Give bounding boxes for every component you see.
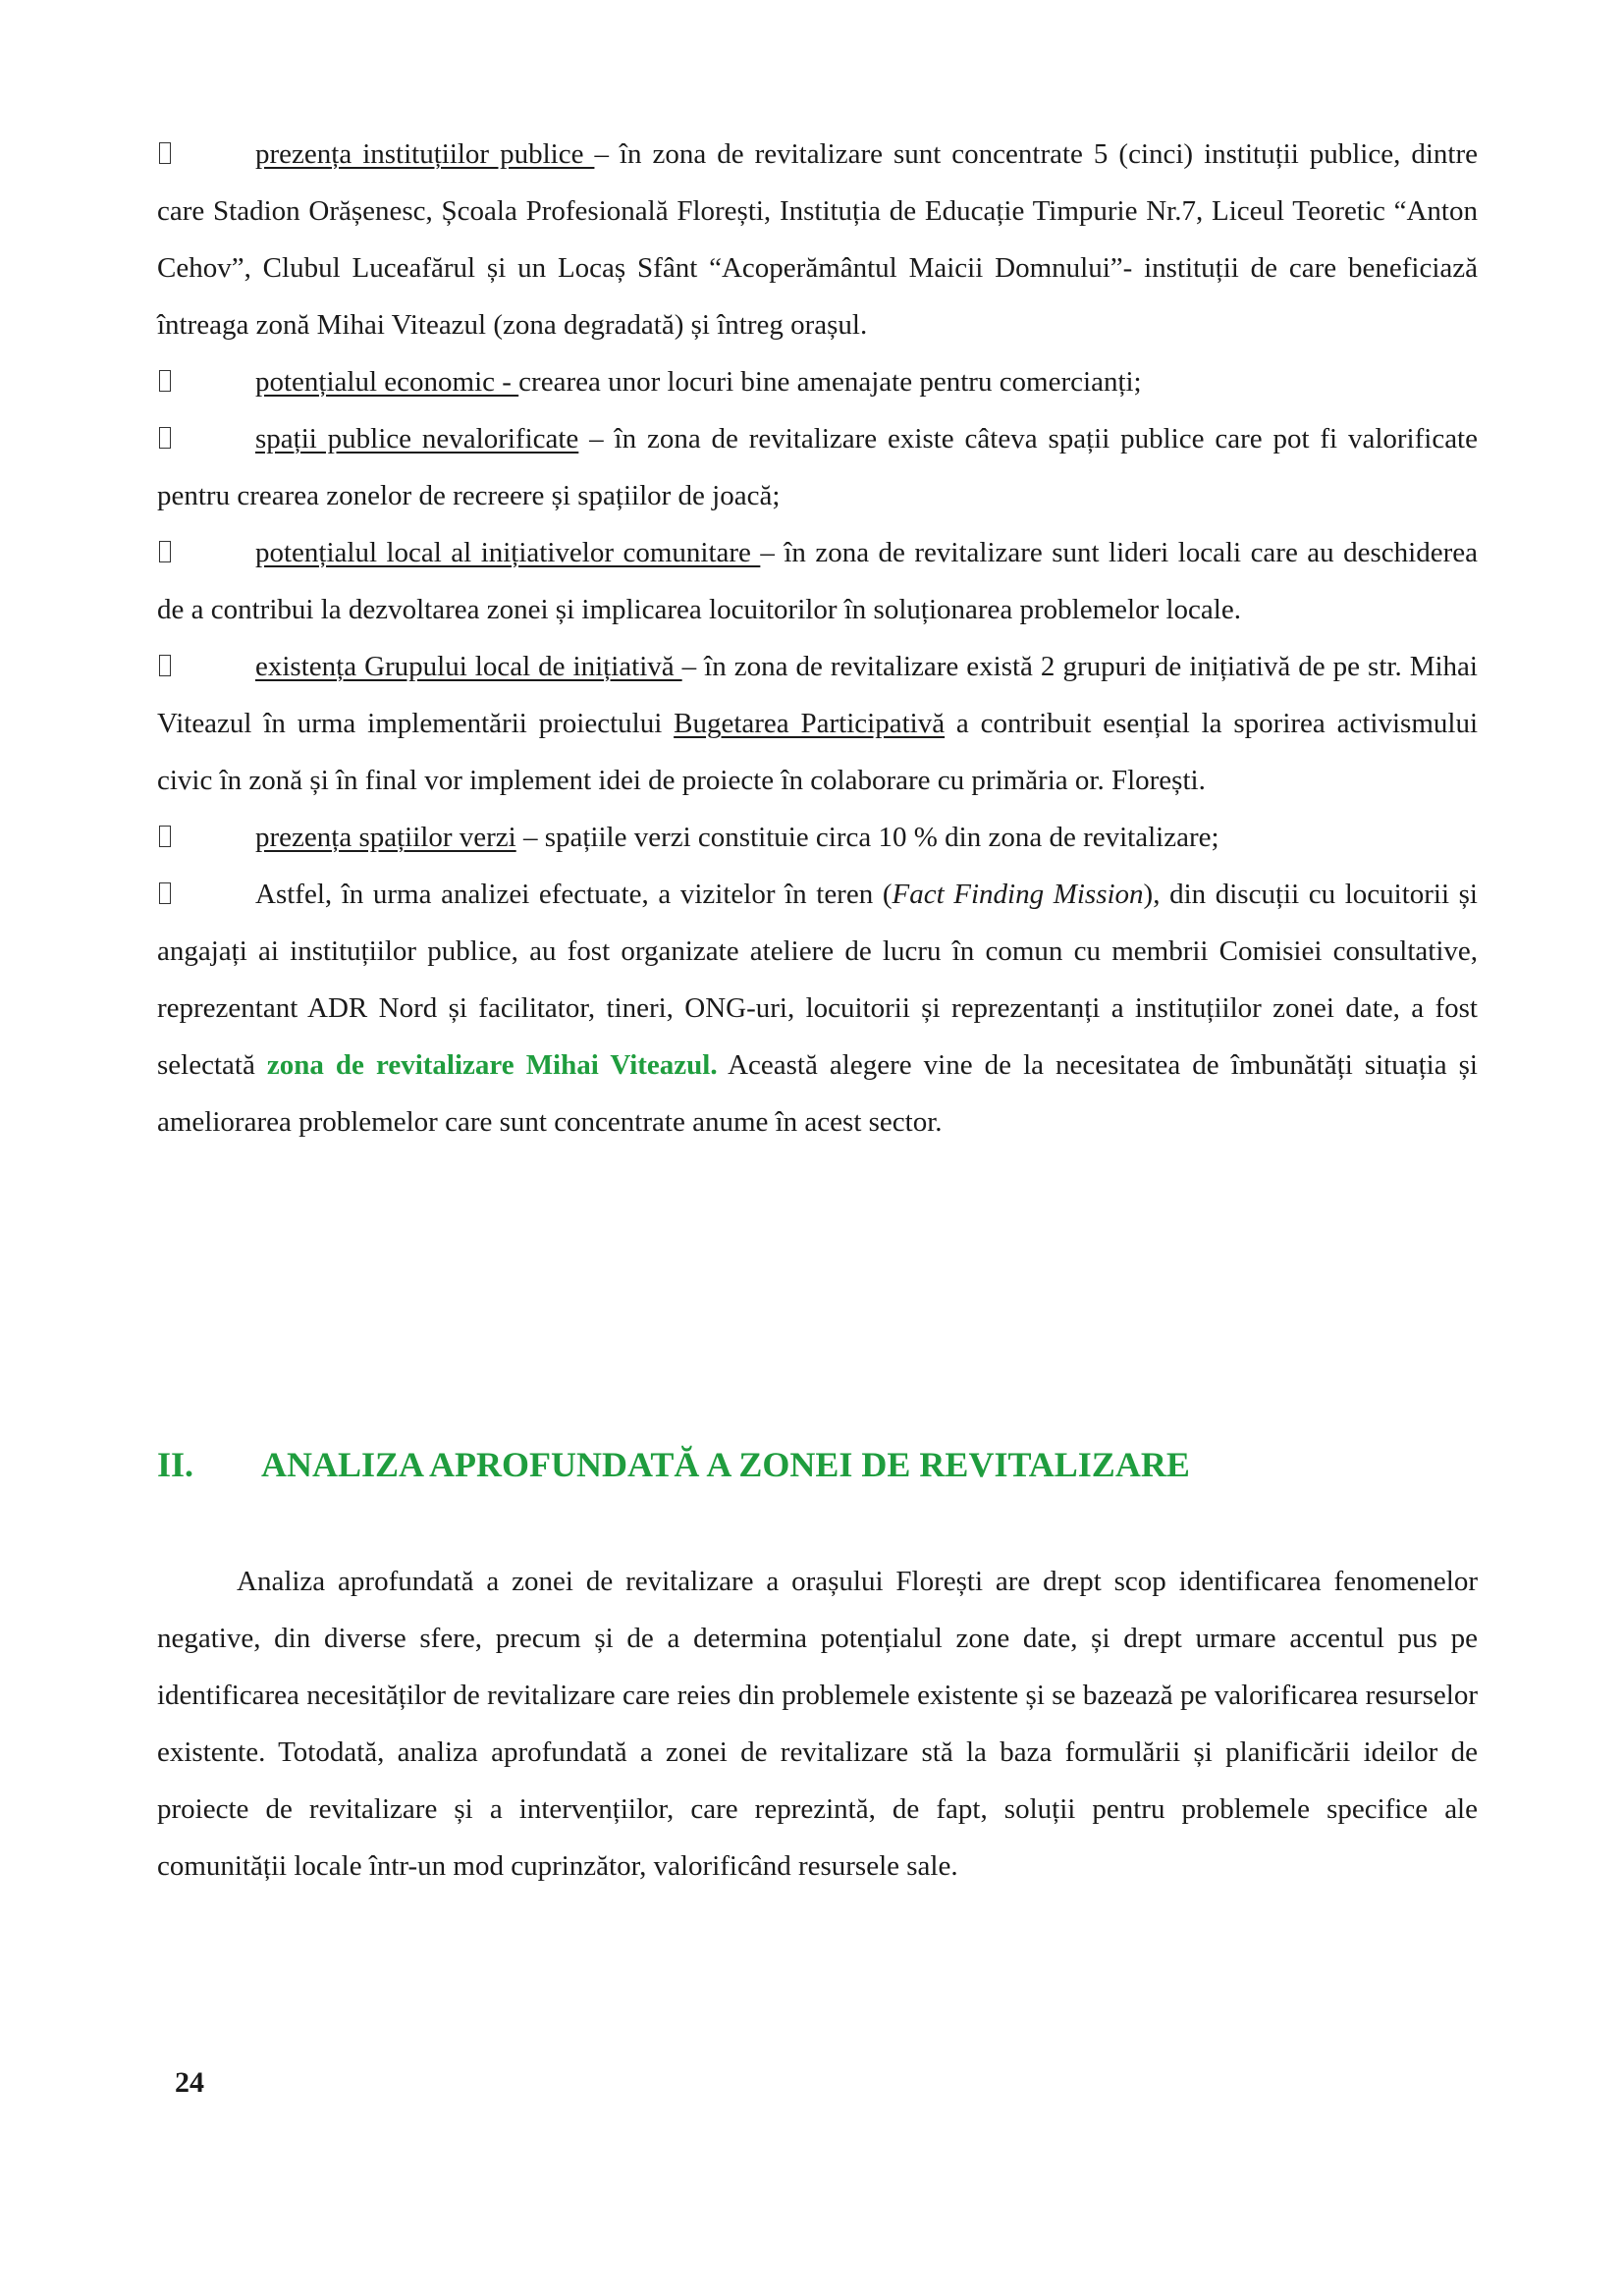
bullet-lead: spații publice nevalorificate — [255, 423, 579, 454]
bullet-box-icon — [159, 541, 171, 562]
bullet-lead: existența Grupului local de inițiativă — [255, 651, 682, 682]
bullet-list — [157, 126, 1478, 1150]
bullet-box-icon — [159, 826, 171, 847]
bullet-text: – în zona de revitalizare sunt lideri locali care au deschiderea de a contribui la dezvoltarea zonei și implicarea locuitorilor în soluționarea problemelor locale. — [157, 537, 1478, 625]
bullet-text: Această alegere vine de la necesitatea de îmbunătăți situația și ameliorarea problemelor care sunt concentrate anume în acest sector. — [157, 1049, 1478, 1138]
section-number: II. — [157, 1445, 194, 1484]
bullet-item-initiative-group — [157, 638, 1478, 809]
bullet-lead: potențialul economic - — [255, 366, 519, 398]
selected-zone-highlight: zona de revitalizare Mihai Viteazul. — [266, 1049, 718, 1081]
intro-paragraph: Analiza aprofundată a zonei de revitalizare a orașului Florești are drept scop identificarea fenomenelor negative, din diverse sfere, precum și de a determina potențialul zone date, și drept urmare accentul pus pe identificarea necesităților de revitalizare care reies din problemele existente și se bazează pe valorificarea resurselor existente. Totodată, analiza aprofundată a zonei de revitalizare stă la baza formulării și planificării ideilor de proiecte de revitalizare și a intervențiilor, care reprezintă, de fapt, soluții pentru problemele specifice ale comunității locale într-un mod cuprinzător, valorificând resursele sale. — [157, 1566, 1478, 1882]
bullet-text: a contribuit esențial la sporirea activismului civic în zonă și în final vor implement idei de proiecte în colaborare cu primăria or. Florești. — [157, 708, 1479, 796]
bullet-text: Astfel, în urma analizei efectuate, a vizitelor în teren ( — [255, 879, 893, 910]
participatory-budgeting-link[interactable]: Bugetarea Participativă — [674, 708, 946, 739]
section-intro — [157, 1553, 1478, 1895]
bullet-text: – spațiile verzi constituie circa 10 % din zona de revitalizare; — [515, 822, 1219, 853]
bullet-text: crearea unor locuri bine amenajate pentru comercianți; — [518, 366, 1142, 398]
bullet-lead: prezența spațiilor verzi — [255, 822, 516, 853]
fact-finding-mission: Fact Finding Mission — [892, 879, 1144, 910]
bullet-box-icon — [159, 882, 171, 904]
bullet-box-icon — [159, 142, 171, 164]
bullet-item-public-spaces — [157, 410, 1478, 524]
bullet-item-public-institutions — [157, 126, 1478, 353]
bullet-text: – în zona de revitalizare sunt concentrate 5 (cinci) instituții publice, dintre care Stadion Orășenesc, Școala Profesională Florești, Instituția de Educație Timpurie Nr.7, Liceul Teoretic “Anton Cehov”, Clubul Luceafărul și un Locaș Sfânt “Acoperământul Maicii Domnului”- instituții de care beneficiază întreaga zonă Mihai Viteazul (zona degradată) și întreg orașul. — [157, 138, 1478, 341]
bullet-item-economic-potential — [157, 353, 1478, 410]
bullet-text: ), din discuții cu locuitorii și angajați ai instituțiilor publice, au fost organizate ateliere de lucru în comun cu membrii Comisiei consultative, reprezentant ADR Nord și facilitator, tineri, ONG-uri, locuitorii și reprezentanți a instituțiilor zonei date, a fost selectată — [157, 879, 1478, 1081]
bullet-item-conclusion — [157, 866, 1478, 1150]
section-heading — [157, 1435, 1478, 1494]
bullet-item-community-initiatives — [157, 524, 1478, 638]
bullet-text: – în zona de revitalizare existe câteva spații publice care pot fi valorificate pentru crearea zonelor de recreere și spațiilor de joacă; — [157, 423, 1478, 511]
bullet-box-icon — [159, 370, 171, 392]
bullet-lead: prezența instituțiilor publice — [255, 138, 595, 170]
bullet-box-icon — [159, 655, 171, 676]
bullet-text: – în zona de revitalizare există 2 grupuri de inițiativă de pe str. Mihai Viteazul în urma implementării proiectului — [157, 651, 1478, 739]
bullet-lead: potențialul local al inițiativelor comunitare — [255, 537, 761, 568]
bullet-item-green-spaces — [157, 809, 1478, 866]
section-title: ANALIZA APROFUNDATĂ A ZONEI DE REVITALIZARE — [261, 1445, 1190, 1484]
bullet-box-icon — [159, 427, 171, 449]
page-number: 24 — [175, 2066, 204, 2099]
